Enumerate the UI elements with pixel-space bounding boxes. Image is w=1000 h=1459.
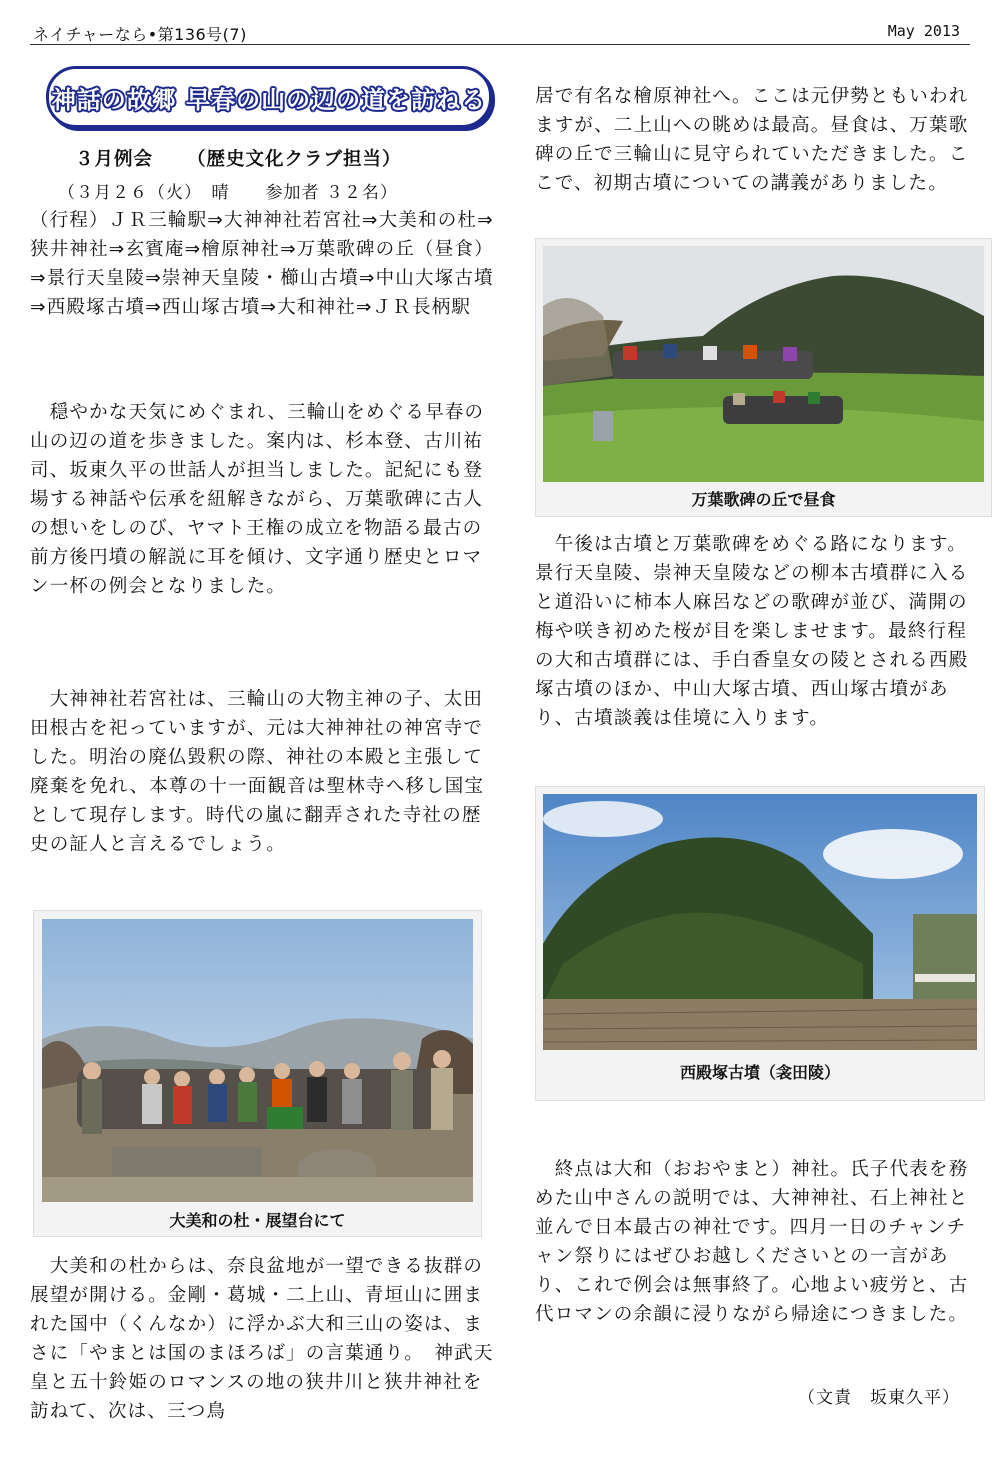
group-photo-illustration bbox=[42, 919, 473, 1202]
article-title-banner bbox=[46, 66, 492, 128]
photo-manyo-lunch bbox=[535, 238, 992, 517]
paragraph-wakamiya: 大神神社若宮社は、三輪山の大物主神の子、太田田根古を祀っていますが、元は大神神社の神宮寺でした。明治の廃仏毀釈の際、神社の本殿と主張して廃棄を免れ、本尊の十一面観音は聖林寺へ移し国宝として現存します。時代の嵐に翻弄された寺社の歴史の証人と言えるでしょう。 bbox=[30, 689, 485, 855]
lunch-photo-image bbox=[543, 246, 984, 482]
paragraph-afternoon: 午後は古墳と万葉歌碑をめぐる路になります。景行天皇陵、崇神天皇陵などの柳本古墳群に入ると道沿いに柿本人麻呂などの歌碑が並び、満開の梅や咲き初めた桜が目を楽しませます。最終行程の大和古墳群には、手白香皇女の陵とされる西殿塚古墳のほか、中山大塚古墳、西山塚古墳があり、古墳談義は佳境に入ります。 bbox=[535, 534, 969, 729]
paragraph-intro: 穏やかな天気にめぐまれ、三輪山をめぐる早春の山の辺の道を歩きました。案内は、杉本登、古川祐司、坂東久平の世話人が担当しました。記紀にも登場する神話や伝承を紐解きながら、万葉歌碑に古人の想いをしのび、ヤマト王権の成立を物語る最古の前方後円墳の解説に耳を傾け、文字通り歴史とロマン一杯の例会となりました。 bbox=[30, 402, 485, 597]
paragraph-hibara: 居で有名な檜原神社へ。ここは元伊勢ともいわれますが、二上山への眺めは最高。昼食は、万葉歌碑の丘で三輪山に見守られていただきました。ここで、初期古墳についての講義がありました。 bbox=[535, 86, 969, 194]
photo2-caption: 万葉歌碑の丘で昼食 bbox=[691, 490, 836, 509]
author-credit: （文責 坂東久平） bbox=[798, 1388, 960, 1408]
meeting-organizer: （歴史文化クラブ担当） bbox=[187, 149, 402, 170]
lunch-photo-illustration bbox=[543, 246, 984, 482]
photo3-caption: 西殿塚古墳（衾田陵） bbox=[679, 1063, 840, 1082]
photo-omiwa-observation bbox=[33, 910, 482, 1237]
article-title: 神話の故郷 早春の山の辺の道を訪ねる bbox=[51, 85, 487, 114]
paragraph-ending: 終点は大和（おおやまと）神社。氏子代表を務めた山中さんの説明では、大神神社、石上神社と並んで日本最古の神社です。四月一日のチャンチャン祭りにはぜひお越しくださいとの一言があり、これで例会は無事終了。心地よい疲労と、古代ロマンの余韻に浸りながら帰途につきました。 bbox=[535, 1159, 969, 1325]
photo-nishitonozuka bbox=[535, 786, 985, 1101]
route-text: （行程）ＪＲ三輪駅⇒大神神社若宮社⇒大美和の杜⇒狭井神社⇒玄賓庵⇒檜原神社⇒万葉歌碑の丘（昼食）⇒景行天皇陵⇒崇神天皇陵・櫛山古墳⇒中山大塚古墳⇒西殿塚古墳⇒西山塚古墳⇒大和神社⇒ＪＲ長柄駅 bbox=[30, 210, 494, 318]
paragraph-omiwa: 大美和の杜からは、奈良盆地が一望できる抜群の展望が開ける。金剛・葛城・二上山、青垣山に囲まれた国中（くんなか）に浮かぶ大和三山の姿は、まさに「やまとは国のまほろば」の言葉通り。 神武天皇と五十鈴姫のロマンスの地の狭井川と狭井神社を訪ねて、次は、三つ鳥 bbox=[30, 1256, 494, 1422]
kofun-photo-illustration bbox=[543, 794, 977, 1050]
issue-date: May 2013 bbox=[887, 22, 960, 40]
group-photo-image bbox=[42, 919, 473, 1202]
meeting-date-line: （３月２６（火） 晴 参加者 ３２名） bbox=[58, 183, 398, 203]
newsletter-issue: ネイチャーなら•第136号(7) bbox=[33, 25, 247, 44]
kofun-photo-image bbox=[543, 794, 977, 1050]
meeting-heading bbox=[75, 145, 402, 171]
photo1-caption: 大美和の杜・展望台にて bbox=[169, 1211, 346, 1230]
header-rule bbox=[30, 44, 970, 45]
meeting-name: ３月例会 bbox=[75, 149, 154, 170]
